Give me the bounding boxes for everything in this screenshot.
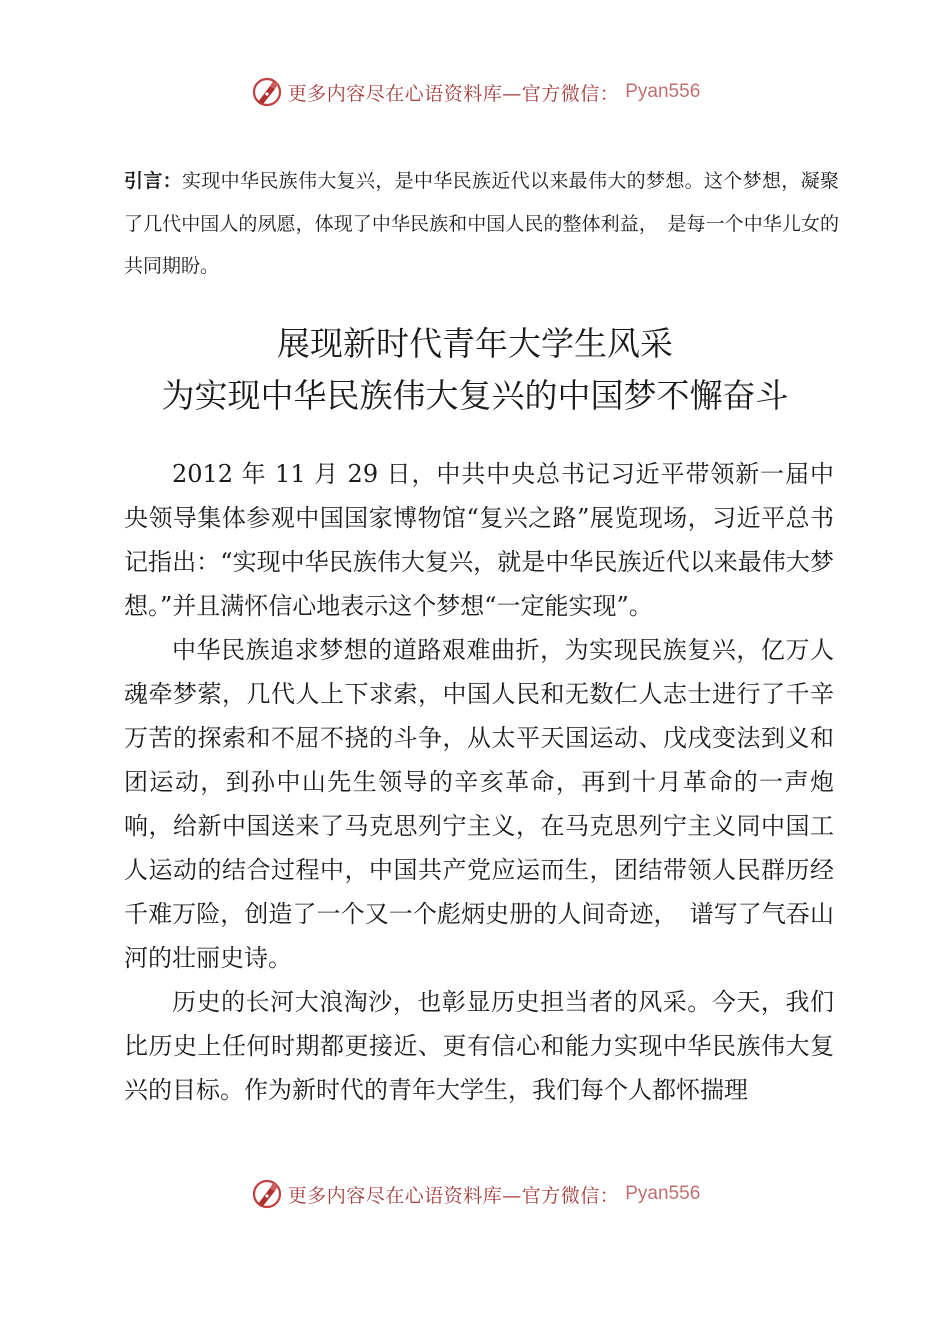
title-line-1: 展现新时代青年大学生风采: [277, 324, 673, 363]
pen-nib-logo-icon: [250, 75, 284, 109]
header-banner: [0, 70, 950, 114]
article-title: [0, 318, 950, 422]
title-line-2: 为实现中华民族伟大复兴的中国梦不懈奋斗: [161, 376, 789, 415]
intro-block: [124, 160, 839, 287]
paragraph: 2012 年 11 月 29 日，中共中央总书记习近平带领新一届中央领导集体参观中国国家博物馆“复兴之路”展览现场，习近平总书记指出：“实现中华民族伟大复兴，就是中华民族近代以来最伟大梦想。”并且满怀信心地表示这个梦想“一定能实现”。: [124, 460, 834, 620]
banner-text: 更多内容尽在心语资料库—官方微信：: [287, 1184, 620, 1207]
footer-banner: [0, 1172, 950, 1216]
banner-wechat-id: Pyan556: [625, 81, 701, 102]
intro-label: 引言：: [124, 171, 182, 192]
paragraph: 中华民族追求梦想的道路艰难曲折，为实现民族复兴，亿万人魂牵梦萦，几代人上下求索，中国人民和无数仁人志士进行了千辛万苦的探索和不屈不挠的斗争，从太平天国运动、戊戌变法到义和团运动，到孙中山先生领导的辛亥革命，再到十月革命的一声炮响，给新中国送来了马克思列宁主义，在马克思列宁主义同中国工人运动的结合过程中，中国共产党应运而生，团结带领人民群历经千难万险，创造了一个又一个彪炳史册的人间奇迹， 谱写了气吞山河的壮丽史诗。: [124, 636, 834, 972]
banner-wechat-id: Pyan556: [625, 1183, 701, 1204]
banner-text: 更多内容尽在心语资料库—官方微信：: [287, 82, 620, 105]
paragraph: 历史的长河大浪淘沙，也彰显历史担当者的风采。今天，我们比历史上任何时期都更接近、更有信心和能力实现中华民族伟大复兴的目标。作为新时代的青年大学生，我们每个人都怀揣理: [124, 988, 834, 1104]
intro-text: 实现中华民族伟大复兴，是中华民族近代以来最伟大的梦想。这个梦想，凝聚了几代中国人的夙愿，体现了中华民族和中国人民的整体利益， 是每一个中华儿女的共同期盼。: [124, 170, 839, 277]
article-body: [124, 452, 834, 1112]
pen-nib-logo-icon: [250, 1177, 284, 1211]
